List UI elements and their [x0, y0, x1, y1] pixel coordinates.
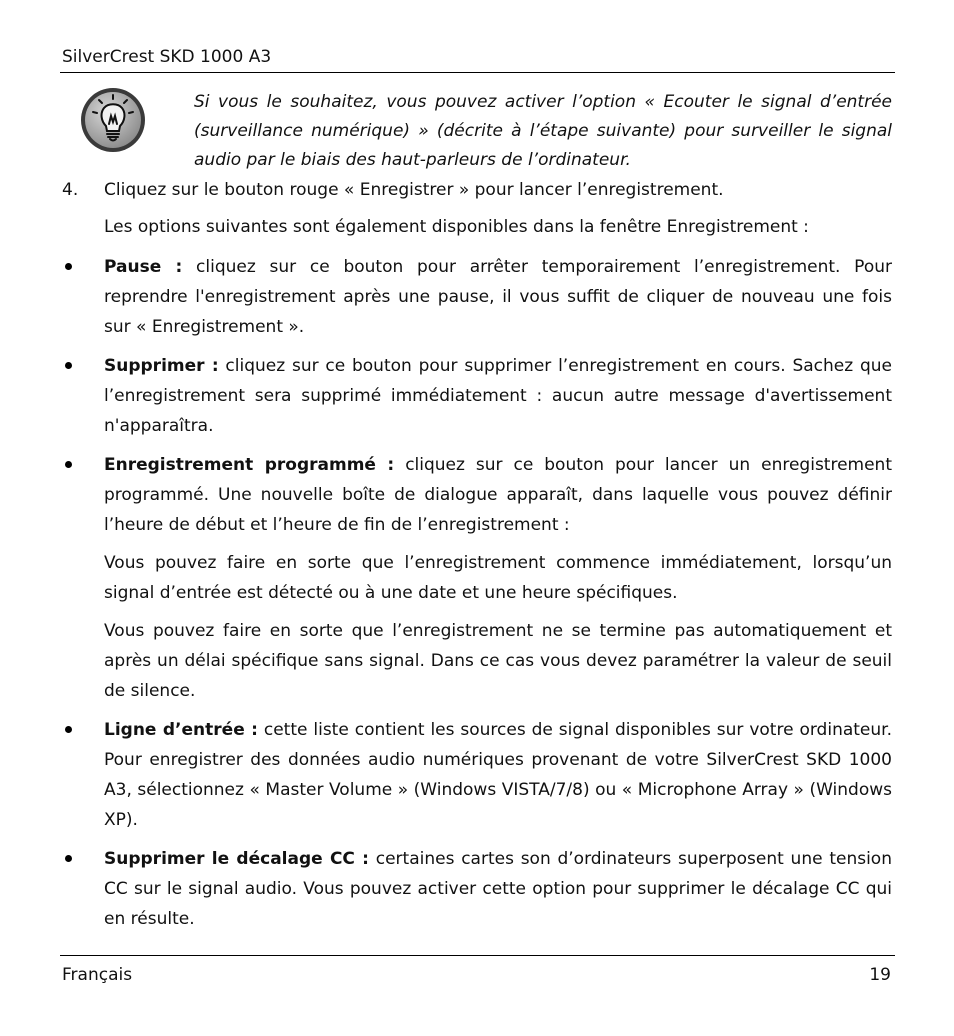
- step-number: 4.: [62, 180, 79, 200]
- bullet-term: Ligne d’entrée :: [104, 720, 258, 740]
- bullet-term: Supprimer :: [104, 356, 219, 376]
- page-number: 19: [869, 965, 891, 985]
- bullet-body: [104, 351, 892, 441]
- page-header-title: SilverCrest SKD 1000 A3: [62, 47, 272, 67]
- bullet-text: cette liste contient les sources de signal disponibles sur votre ordinateur. Pour enregistrer des données audio numériques provenant de votre SilverCrest SKD 1000 A3, sélectionnez « Master Volume » (Windows VISTA/7/8) ou « Microphone Array » (Windows XP).: [104, 720, 892, 830]
- bullet-body: [104, 252, 892, 342]
- bullet-body: [104, 844, 892, 934]
- bullet-dot: [65, 855, 72, 862]
- tip-note: Si vous le souhaitez, vous pouvez activer l’option « Ecouter le signal d’entrée (surveillance numérique) » (décrite à l’étape suivante) pour surveiller le signal audio par le biais des haut-parleurs de l’ordinateur.: [194, 92, 892, 170]
- bullet-text: cliquez sur ce bouton pour arrêter temporairement l’enregistrement. Pour reprendre l'enregistrement après une pause, il vous suffit de cliquer de nouveau une fois sur « Enregistrement ».: [104, 257, 892, 337]
- bullet-dot: [65, 461, 72, 468]
- footer-divider: [60, 955, 895, 956]
- bullet-body: [104, 450, 892, 540]
- footer-language: Français: [62, 965, 133, 985]
- bullet-dot: [65, 726, 72, 733]
- bullet-term: Pause :: [104, 257, 183, 277]
- bullet-dot: [65, 263, 72, 270]
- bullet-body: [104, 715, 892, 835]
- header-divider: [60, 72, 895, 73]
- step-text: Cliquez sur le bouton rouge « Enregistrer » pour lancer l’enregistrement.: [104, 180, 724, 200]
- scheduled-note-end: Vous pouvez faire en sorte que l’enregistrement ne se termine pas automatiquement et après un délai spécifique sans signal. Dans ce cas vous devez paramétrer la valeur de seuil de silence.: [104, 621, 892, 701]
- options-intro: Les options suivantes sont également disponibles dans la fenêtre Enregistrement :: [104, 217, 809, 237]
- bullet-text: cliquez sur ce bouton pour lancer un enregistrement programmé. Une nouvelle boîte de dialogue apparaît, dans laquelle vous pouvez définir l’heure de début et l’heure de fin de l’enregistrement :: [104, 455, 892, 535]
- bullet-text: certaines cartes son d’ordinateurs superposent une tension CC sur le signal audio. Vous pouvez activer cette option pour supprimer le décalage CC qui en résulte.: [104, 849, 892, 929]
- bullet-term: Supprimer le décalage CC :: [104, 849, 369, 869]
- lightbulb-icon: [79, 86, 147, 154]
- bullet-text: cliquez sur ce bouton pour supprimer l’enregistrement en cours. Sachez que l’enregistrement sera supprimé immédiatement : aucun autre message d'avertissement n'apparaîtra.: [104, 356, 892, 436]
- scheduled-note-start: Vous pouvez faire en sorte que l’enregistrement commence immédiatement, lorsqu’un signal d’entrée est détecté ou à une date et une heure spécifiques.: [104, 553, 892, 603]
- bullet-dot: [65, 362, 72, 369]
- bullet-term: Enregistrement programmé :: [104, 455, 395, 475]
